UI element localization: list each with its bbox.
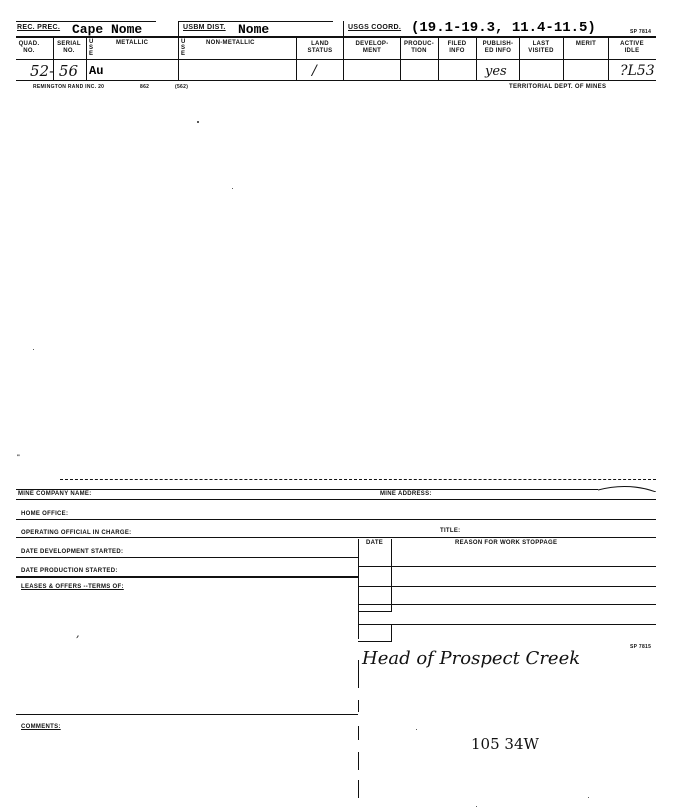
operating-official-label: OPERATING OFFICIAL IN CHARGE: xyxy=(21,530,132,536)
col-metallic-s: S xyxy=(89,45,94,51)
row-metallic: Au xyxy=(89,64,104,78)
col-nonmetallic-u: U xyxy=(181,39,186,45)
usgs-coord-label: USGS COORD. xyxy=(348,24,402,31)
comments-label: COMMENTS: xyxy=(21,724,61,730)
col-quad-no: QUAD. NO. xyxy=(18,41,40,54)
col-active-idle: ACTIVE IDLE xyxy=(620,41,644,54)
mine-address-label: MINE ADDRESS: xyxy=(380,491,432,497)
mine-company-name-label: MINE COMPANY NAME: xyxy=(18,491,92,497)
territorial-dept: TERRITORIAL DEPT. OF MINES xyxy=(509,84,607,90)
col-filed-info: FILED INFO xyxy=(447,41,467,54)
pencil-mark: , xyxy=(76,627,80,640)
col-metallic-u: U xyxy=(89,39,94,45)
date-col-label: DATE xyxy=(366,540,384,546)
row-land-status: / xyxy=(312,63,317,79)
corner-mark: " xyxy=(17,455,21,461)
home-office-label: HOME OFFICE: xyxy=(21,511,69,517)
col-land-status: LAND STATUS xyxy=(307,41,333,54)
col-last-visited: LAST VISITED xyxy=(528,41,554,54)
usbm-dist-value: Nome xyxy=(238,22,270,37)
row-active-idle: ?L53 xyxy=(620,63,655,79)
handwritten-location: Head of Prospect Creek xyxy=(362,648,581,669)
leases-offers-label: LEASES & OFFERS --TERMS OF: xyxy=(21,584,124,590)
printer-code-a: 862 xyxy=(140,84,150,90)
col-published-info: PUBLISH-ED INFO xyxy=(482,41,514,54)
col-merit: MERIT xyxy=(575,41,597,47)
col-nonmetallic-e: E xyxy=(181,51,186,57)
title-label: TITLE: xyxy=(440,528,461,534)
printer-code-b: (562) xyxy=(175,84,189,90)
date-development-label: DATE DEVELOPMENT STARTED: xyxy=(21,549,124,555)
printer-imprint: REMINGTON RAND INC. 20 xyxy=(33,84,105,90)
col-nonmetallic: NON-METALLIC xyxy=(206,40,255,46)
col-nonmetallic-s: S xyxy=(181,45,186,51)
form-code-front: SP 7814 xyxy=(630,29,652,35)
col-serial-no: SERIAL NO. xyxy=(57,41,81,54)
usgs-coord-value: (19.1-19.3, 11.4-11.5) xyxy=(411,20,596,36)
usbm-dist-label: USBM DIST. xyxy=(183,24,226,31)
reason-stoppage-label: REASON FOR WORK STOPPAGE xyxy=(455,540,558,546)
speck xyxy=(33,349,34,350)
edge-curl xyxy=(598,479,656,491)
speck xyxy=(232,188,233,189)
col-development: DEVELOP-MENT xyxy=(355,41,389,54)
date-production-label: DATE PRODUCTION STARTED: xyxy=(21,568,118,574)
handwritten-code: 105 34W xyxy=(471,735,539,753)
form-code-back: SP 7815 xyxy=(630,644,652,650)
rec-prec-value: Cape Nome xyxy=(72,22,143,37)
speck xyxy=(416,729,417,730)
row-published-info: yes xyxy=(485,64,507,79)
speck xyxy=(197,121,199,123)
col-metallic-e: E xyxy=(89,51,94,57)
rec-prec-label: REC. PREC. xyxy=(17,24,61,31)
col-production: PRODUC-TION xyxy=(404,41,435,54)
row-quad-serial: 52- 56 xyxy=(30,62,79,80)
col-metallic: METALLIC xyxy=(116,40,149,46)
speck xyxy=(588,797,589,798)
